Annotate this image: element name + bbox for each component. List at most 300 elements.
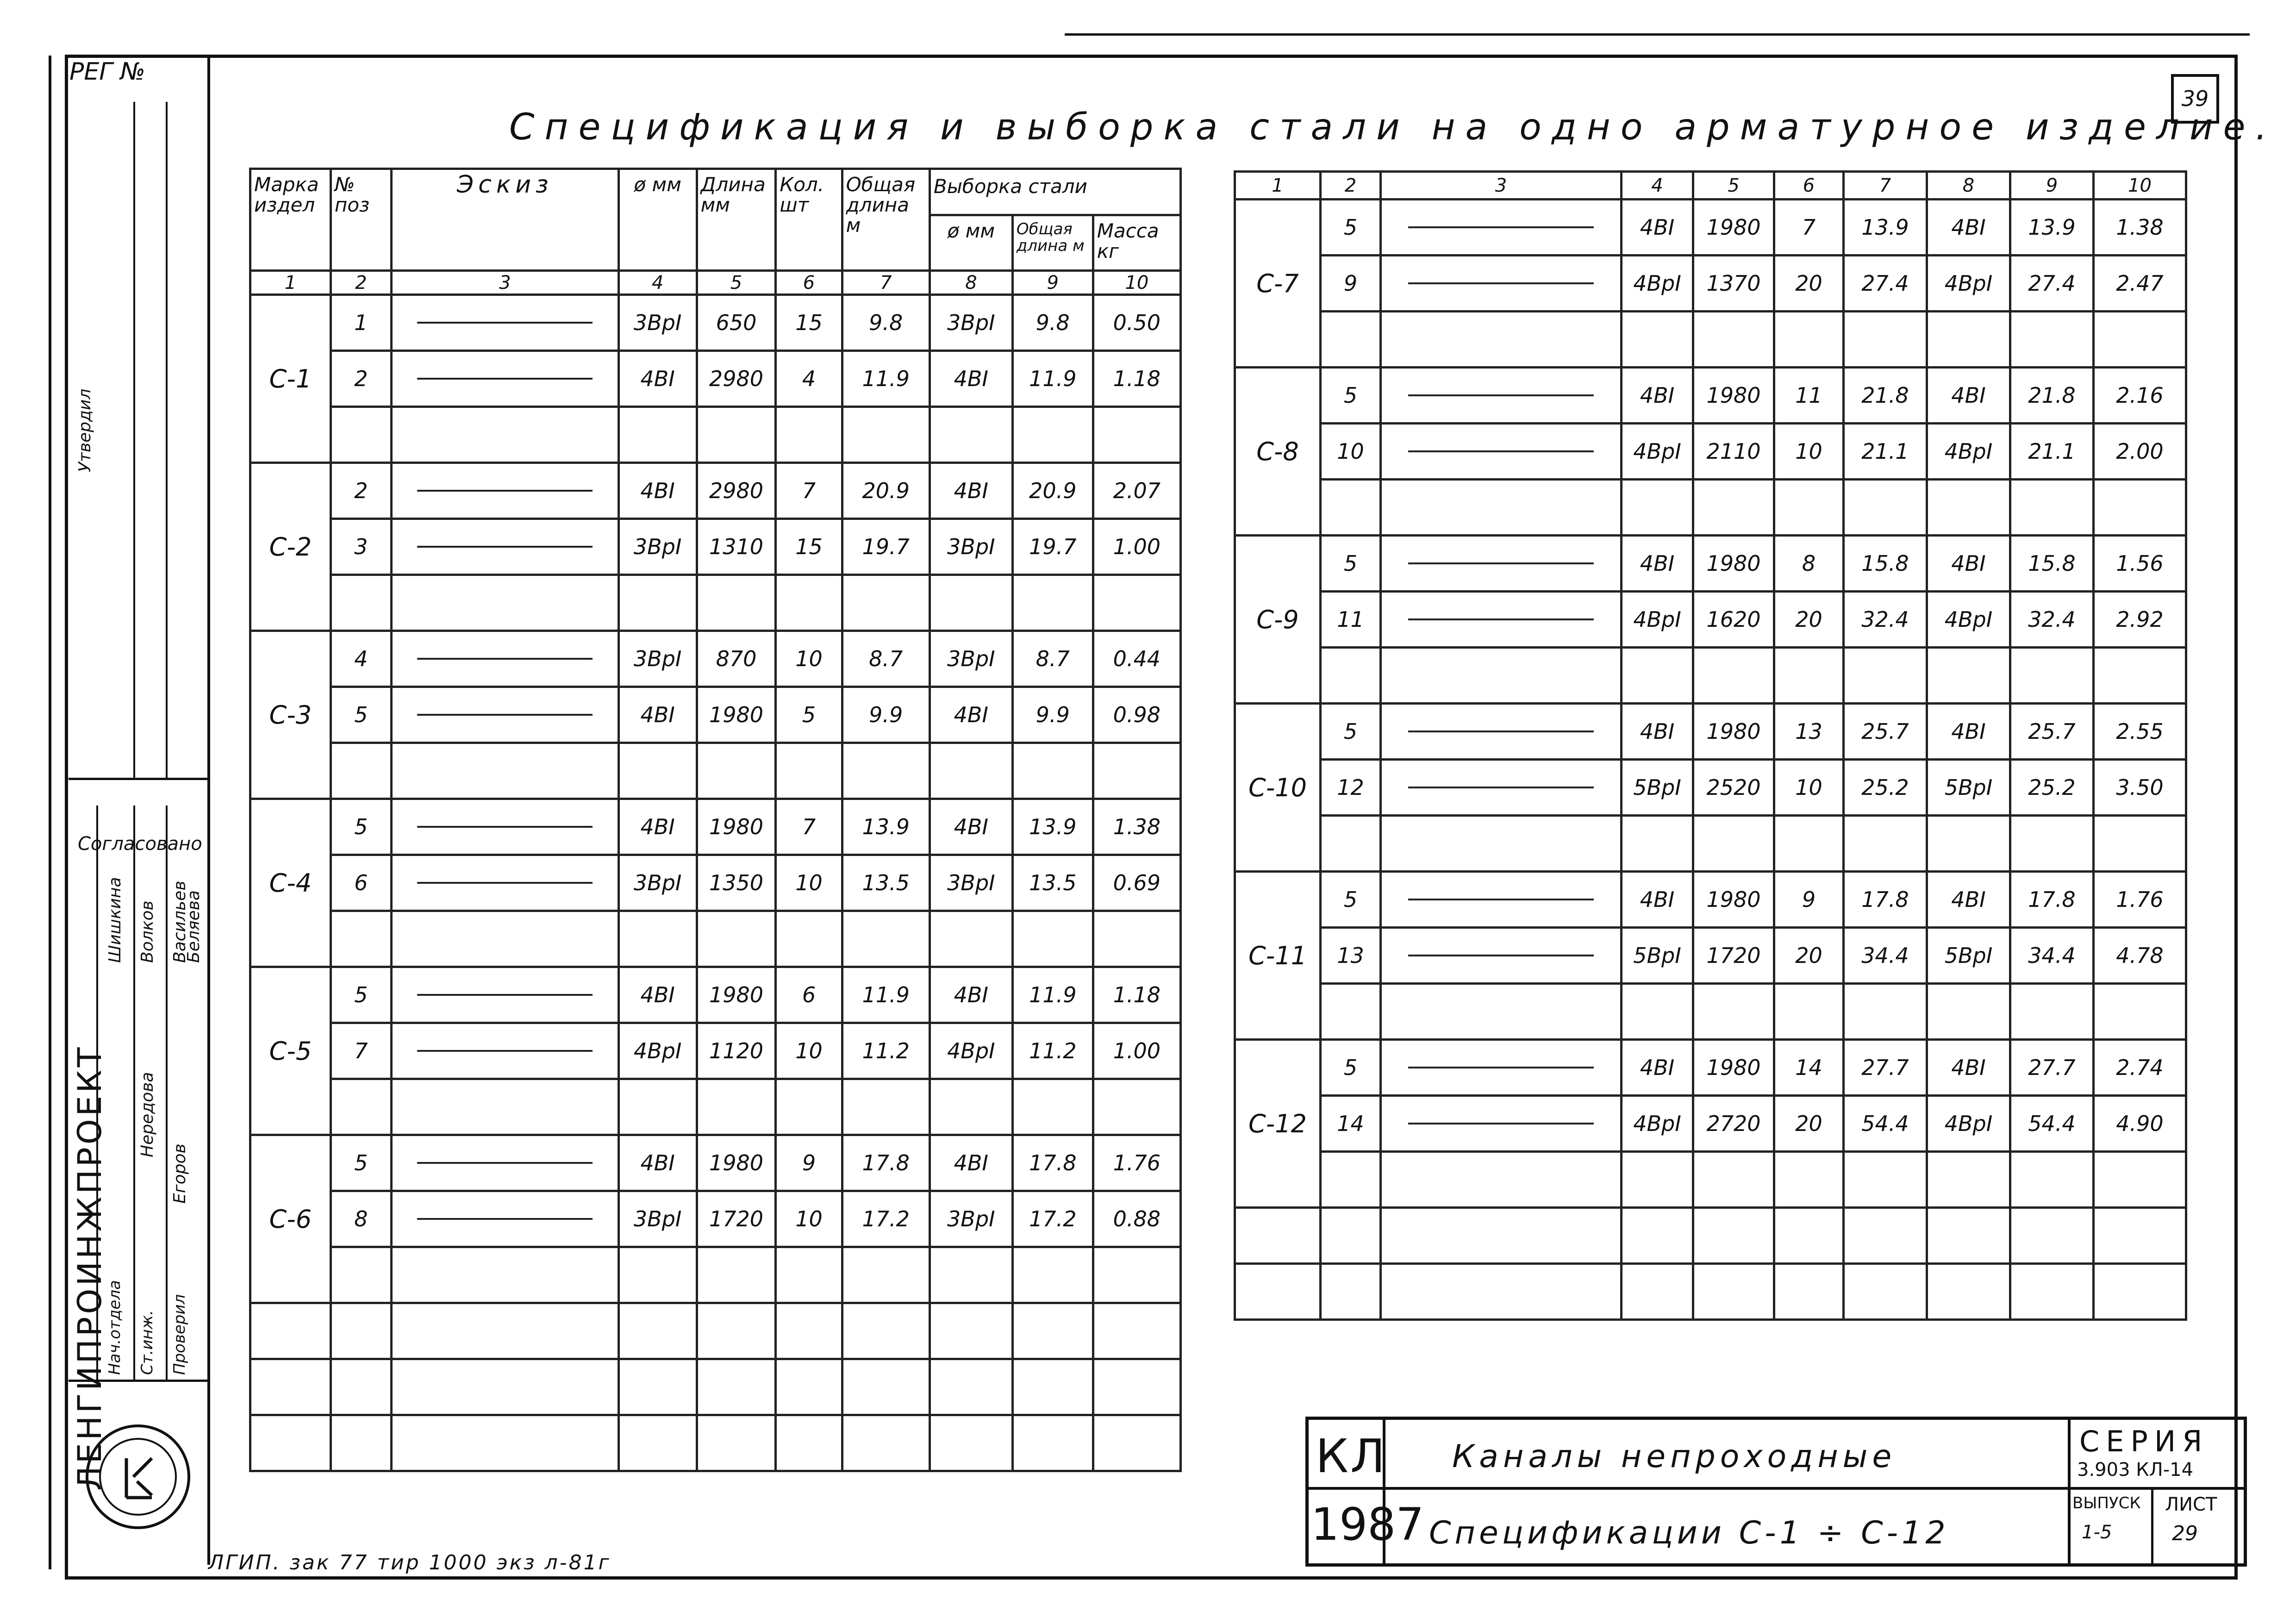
empty-cell — [1927, 816, 2010, 872]
bar-length: 1980 — [697, 967, 776, 1023]
empty-cell — [1622, 1152, 1693, 1208]
empty-cell — [1093, 1359, 1180, 1415]
left-col-number-9: 9 — [1012, 271, 1093, 295]
empty-cell — [1693, 1152, 1774, 1208]
total-length: 17.2 — [842, 1191, 930, 1247]
empty-cell — [331, 1359, 391, 1415]
empty-cell — [776, 407, 842, 463]
approver-note: Утвердил — [75, 388, 94, 472]
table-row — [250, 351, 1181, 407]
bar-diameter: 4ВрI — [1622, 424, 1693, 480]
total-length: 34.4 — [1844, 928, 1927, 984]
spec-table-left — [249, 168, 1182, 1472]
total-length: 27.7 — [1844, 1040, 1927, 1096]
sketch-cell — [391, 351, 618, 407]
sketch-cell — [1381, 1040, 1622, 1096]
bar-length: 1620 — [1693, 592, 1774, 648]
position-number: 5 — [1321, 536, 1381, 592]
mass: 2.16 — [2094, 368, 2186, 424]
empty-cell — [331, 1079, 391, 1135]
bar-length: 2720 — [1693, 1096, 1774, 1152]
bar-length: 1980 — [697, 687, 776, 743]
bar-diameter: 3ВрI — [618, 295, 697, 351]
sketch-cell — [391, 967, 618, 1023]
page-title: Спецификация и выборка стали на одно арматурное изделие. — [509, 106, 2277, 148]
table-row-blank — [1235, 1264, 2186, 1320]
sketch-cell — [391, 1023, 618, 1079]
bar-quantity: 4 — [776, 351, 842, 407]
mass: 1.18 — [1093, 351, 1180, 407]
empty-cell — [1693, 312, 1774, 368]
empty-cell — [1093, 407, 1180, 463]
table-row-blank — [1235, 1152, 2186, 1208]
empty-cell — [391, 1415, 618, 1471]
bar-quantity: 10 — [776, 855, 842, 911]
sheet-value: 29 — [2172, 1522, 2198, 1545]
empty-cell — [776, 911, 842, 967]
table-row-blank — [250, 575, 1181, 631]
right-col-number-9: 9 — [2010, 172, 2094, 200]
item-mark: С-12 — [1235, 1040, 1321, 1208]
empty-cell — [1321, 312, 1381, 368]
table-row — [1235, 1040, 2186, 1096]
empty-cell — [1844, 1208, 1927, 1264]
empty-cell — [697, 1247, 776, 1303]
selection-diameter: 4ВрI — [1927, 256, 2010, 312]
empty-cell — [1622, 1264, 1693, 1320]
empty-cell — [1321, 648, 1381, 704]
table-row — [1235, 536, 2186, 592]
bar-diameter: 4ВI — [1622, 200, 1693, 256]
mass: 1.00 — [1093, 519, 1180, 575]
series-label: СЕРИЯ — [2079, 1424, 2209, 1458]
total-length: 13.9 — [1844, 200, 1927, 256]
empty-cell — [930, 911, 1012, 967]
sketch-cell — [1381, 760, 1622, 816]
table-row — [1235, 200, 2186, 256]
position-number: 5 — [1321, 704, 1381, 760]
empty-cell — [842, 407, 930, 463]
bar-quantity: 11 — [1774, 368, 1844, 424]
bar-quantity: 20 — [1774, 592, 1844, 648]
empty-cell — [776, 1303, 842, 1359]
empty-cell — [697, 1415, 776, 1471]
empty-cell — [2010, 816, 2094, 872]
title-block-name: Каналы непроходные — [1452, 1438, 1897, 1475]
selection-total-length: 17.8 — [2010, 872, 2094, 928]
selection-total-length: 25.2 — [2010, 760, 2094, 816]
bar-quantity: 10 — [776, 1023, 842, 1079]
position-number: 2 — [331, 351, 391, 407]
approval-stamp-column — [69, 56, 210, 1565]
table-row — [250, 799, 1181, 855]
position-number: 3 — [331, 519, 391, 575]
empty-cell — [618, 743, 697, 799]
sketch-line — [1408, 226, 1594, 228]
selection-total-length: 21.1 — [2010, 424, 2094, 480]
empty-cell — [1381, 984, 1622, 1040]
sketch-cell — [391, 799, 618, 855]
sketch-line — [417, 826, 593, 828]
sketch-cell — [391, 1135, 618, 1191]
table-row-blank — [1235, 1208, 2186, 1264]
empty-cell — [1622, 480, 1693, 536]
selection-total-length: 13.5 — [1012, 855, 1093, 911]
position-number: 1 — [331, 295, 391, 351]
empty-cell — [842, 1359, 930, 1415]
empty-cell — [1844, 480, 1927, 536]
header-sketch: Эскиз — [391, 169, 618, 271]
selection-diameter: 4ВI — [1927, 368, 2010, 424]
mass: 1.18 — [1093, 967, 1180, 1023]
selection-diameter: 3ВрI — [930, 1191, 1012, 1247]
empty-cell — [1321, 1264, 1381, 1320]
empty-cell — [1693, 1208, 1774, 1264]
left-col-number-3: 3 — [391, 271, 618, 295]
right-col-number-5: 5 — [1693, 172, 1774, 200]
bar-length: 1980 — [1693, 368, 1774, 424]
empty-cell — [1844, 312, 1927, 368]
empty-cell — [2094, 1208, 2186, 1264]
bar-quantity: 13 — [1774, 704, 1844, 760]
empty-cell — [331, 575, 391, 631]
selection-total-length: 11.9 — [1012, 967, 1093, 1023]
empty-cell — [1844, 984, 1927, 1040]
empty-cell — [930, 743, 1012, 799]
left-col-number-4: 4 — [618, 271, 697, 295]
selection-total-length: 21.8 — [2010, 368, 2094, 424]
selection-diameter: 4ВI — [1927, 536, 2010, 592]
total-length: 25.7 — [1844, 704, 1927, 760]
empty-cell — [1381, 648, 1622, 704]
mass: 1.38 — [1093, 799, 1180, 855]
empty-cell — [930, 1079, 1012, 1135]
empty-cell — [776, 743, 842, 799]
empty-cell — [1622, 984, 1693, 1040]
bar-diameter: 5ВрI — [1622, 928, 1693, 984]
empty-cell — [250, 1303, 331, 1359]
right-col-number-4: 4 — [1622, 172, 1693, 200]
position-number: 5 — [331, 799, 391, 855]
bar-length: 650 — [697, 295, 776, 351]
bar-length: 1310 — [697, 519, 776, 575]
empty-cell — [1693, 1264, 1774, 1320]
empty-cell — [1774, 1152, 1844, 1208]
header-selection: Выборка стали — [930, 169, 1180, 215]
empty-cell — [1321, 816, 1381, 872]
selection-total-length: 27.7 — [2010, 1040, 2094, 1096]
sketch-line — [417, 546, 593, 548]
position-number: 5 — [331, 967, 391, 1023]
selection-diameter: 4ВI — [930, 1135, 1012, 1191]
bar-quantity: 20 — [1774, 1096, 1844, 1152]
selection-diameter: 4ВI — [1927, 872, 2010, 928]
mass: 4.90 — [2094, 1096, 2186, 1152]
selection-total-length: 32.4 — [2010, 592, 2094, 648]
bar-quantity: 7 — [776, 463, 842, 519]
selection-diameter: 4ВI — [930, 687, 1012, 743]
item-mark: С-11 — [1235, 872, 1321, 1040]
bar-quantity: 20 — [1774, 928, 1844, 984]
series-value: 3.903 КЛ-14 — [2077, 1459, 2194, 1480]
empty-cell — [2094, 816, 2186, 872]
selection-diameter: 4ВI — [930, 351, 1012, 407]
bar-diameter: 4ВI — [1622, 872, 1693, 928]
mass: 0.98 — [1093, 687, 1180, 743]
empty-cell — [618, 1247, 697, 1303]
sketch-line — [1408, 394, 1594, 396]
mass: 2.47 — [2094, 256, 2186, 312]
empty-cell — [1093, 1303, 1180, 1359]
stamp-name-4: Волков — [138, 900, 157, 963]
sketch-line — [417, 490, 593, 492]
item-mark: С-4 — [250, 799, 331, 967]
table-row — [250, 855, 1181, 911]
table-row — [1235, 1096, 2186, 1152]
bar-quantity: 10 — [1774, 760, 1844, 816]
header-dia: ø мм — [618, 169, 697, 271]
bar-length: 1120 — [697, 1023, 776, 1079]
table-row-blank — [250, 1359, 1181, 1415]
empty-cell — [1321, 480, 1381, 536]
empty-cell — [1012, 575, 1093, 631]
empty-cell — [618, 911, 697, 967]
bar-quantity: 10 — [776, 631, 842, 687]
bar-quantity: 14 — [1774, 1040, 1844, 1096]
sketch-line — [417, 994, 593, 996]
empty-cell — [1381, 1152, 1622, 1208]
selection-total-length: 9.9 — [1012, 687, 1093, 743]
sketch-cell — [1381, 928, 1622, 984]
organization-seal-icon — [82, 1421, 193, 1532]
right-col-number-6: 6 — [1774, 172, 1844, 200]
table-row — [250, 463, 1181, 519]
bar-quantity: 10 — [776, 1191, 842, 1247]
mass: 0.88 — [1093, 1191, 1180, 1247]
header-sel-total: Общая длина м — [1012, 215, 1093, 271]
stamp-role-3: Проверил — [170, 1294, 189, 1375]
empty-cell — [1012, 1303, 1093, 1359]
bar-length: 1980 — [1693, 872, 1774, 928]
header-mark: Марка издел — [250, 169, 331, 271]
empty-cell — [842, 1415, 930, 1471]
bar-diameter: 4ВрI — [618, 1023, 697, 1079]
empty-cell — [776, 575, 842, 631]
bar-length: 1980 — [1693, 1040, 1774, 1096]
empty-cell — [697, 743, 776, 799]
issue-value: 1-5 — [2082, 1522, 2112, 1543]
table-row-blank — [250, 407, 1181, 463]
selection-diameter: 3ВрI — [930, 631, 1012, 687]
item-mark: С-3 — [250, 631, 331, 799]
empty-cell — [1622, 1208, 1693, 1264]
position-number: 4 — [331, 631, 391, 687]
bar-diameter: 4ВI — [1622, 536, 1693, 592]
total-length: 11.9 — [842, 351, 930, 407]
bar-diameter: 4ВI — [618, 687, 697, 743]
sketch-cell — [391, 295, 618, 351]
position-number: 5 — [1321, 1040, 1381, 1096]
sketch-line — [1408, 450, 1594, 452]
header-mass: Масса кг — [1093, 215, 1180, 271]
empty-cell — [618, 1359, 697, 1415]
table-row — [1235, 368, 2186, 424]
bar-length: 1720 — [697, 1191, 776, 1247]
empty-cell — [331, 743, 391, 799]
empty-cell — [1235, 1208, 1321, 1264]
empty-cell — [1381, 1208, 1622, 1264]
empty-cell — [1012, 911, 1093, 967]
empty-cell — [2010, 480, 2094, 536]
empty-cell — [1012, 1079, 1093, 1135]
sketch-cell — [391, 1191, 618, 1247]
selection-diameter: 3ВрI — [930, 295, 1012, 351]
empty-cell — [391, 1079, 618, 1135]
selection-diameter: 4ВрI — [1927, 592, 2010, 648]
table-row-blank — [1235, 480, 2186, 536]
mass: 1.56 — [2094, 536, 2186, 592]
left-col-number-6: 6 — [776, 271, 842, 295]
item-mark: С-9 — [1235, 536, 1321, 704]
empty-cell — [1012, 1415, 1093, 1471]
bar-diameter: 3ВрI — [618, 631, 697, 687]
empty-cell — [930, 1359, 1012, 1415]
sketch-line — [417, 378, 593, 380]
empty-cell — [1012, 743, 1093, 799]
empty-cell — [1622, 648, 1693, 704]
empty-cell — [618, 1303, 697, 1359]
mass: 2.55 — [2094, 704, 2186, 760]
header-pos: № поз — [331, 169, 391, 271]
total-length: 54.4 — [1844, 1096, 1927, 1152]
position-number: 5 — [1321, 872, 1381, 928]
mass: 0.44 — [1093, 631, 1180, 687]
empty-cell — [1321, 1152, 1381, 1208]
table-row — [1235, 256, 2186, 312]
mass: 2.00 — [2094, 424, 2186, 480]
table-row — [250, 967, 1181, 1023]
selection-total-length: 9.8 — [1012, 295, 1093, 351]
bar-length: 1350 — [697, 855, 776, 911]
item-mark: С-7 — [1235, 200, 1321, 368]
mass: 4.78 — [2094, 928, 2186, 984]
mass: 3.50 — [2094, 760, 2186, 816]
table-row — [1235, 928, 2186, 984]
bar-length: 1980 — [697, 1135, 776, 1191]
empty-cell — [1693, 984, 1774, 1040]
header-qty: Кол. шт — [776, 169, 842, 271]
table-row-blank — [250, 911, 1181, 967]
sketch-line — [1408, 955, 1594, 956]
empty-cell — [2010, 648, 2094, 704]
empty-cell — [842, 575, 930, 631]
header-sel-dia: ø мм — [930, 215, 1012, 271]
table-row-blank — [1235, 816, 2186, 872]
sketch-line — [1408, 618, 1594, 620]
total-length: 15.8 — [1844, 536, 1927, 592]
empty-cell — [1321, 984, 1381, 1040]
empty-cell — [618, 575, 697, 631]
title-block-subtitle: Спецификации С-1 ÷ С-12 — [1429, 1515, 1949, 1551]
sketch-line — [1408, 282, 1594, 284]
sheet-badge: 39 — [2171, 74, 2219, 124]
total-length: 21.8 — [1844, 368, 1927, 424]
bar-diameter: 4ВрI — [1622, 256, 1693, 312]
empty-cell — [2094, 1152, 2186, 1208]
empty-cell — [1844, 1264, 1927, 1320]
mass: 1.76 — [2094, 872, 2186, 928]
issue-label: ВЫПУСК — [2072, 1494, 2141, 1512]
selection-total-length: 13.9 — [2010, 200, 2094, 256]
selection-diameter: 4ВI — [1927, 1040, 2010, 1096]
sketch-cell — [1381, 424, 1622, 480]
header-total-length: Общая длина м — [842, 169, 930, 271]
empty-cell — [391, 407, 618, 463]
bar-length: 1720 — [1693, 928, 1774, 984]
bar-length: 1980 — [697, 799, 776, 855]
selection-diameter: 4ВI — [930, 799, 1012, 855]
mass: 2.07 — [1093, 463, 1180, 519]
total-length: 13.9 — [842, 799, 930, 855]
right-col-number-8: 8 — [1927, 172, 2010, 200]
bar-quantity: 7 — [776, 799, 842, 855]
sketch-line — [1408, 1123, 1594, 1124]
empty-cell — [1927, 1152, 2010, 1208]
table-row — [250, 1135, 1181, 1191]
item-mark: С-10 — [1235, 704, 1321, 872]
empty-cell — [1774, 312, 1844, 368]
selection-total-length: 25.7 — [2010, 704, 2094, 760]
table-row — [250, 1191, 1181, 1247]
position-number: 5 — [331, 1135, 391, 1191]
item-mark: С-5 — [250, 967, 331, 1135]
empty-cell — [2010, 1152, 2094, 1208]
empty-cell — [1927, 480, 2010, 536]
empty-cell — [1693, 480, 1774, 536]
empty-cell — [930, 575, 1012, 631]
empty-cell — [2010, 1264, 2094, 1320]
empty-cell — [842, 911, 930, 967]
mass: 1.38 — [2094, 200, 2186, 256]
selection-total-length: 54.4 — [2010, 1096, 2094, 1152]
selection-diameter: 4ВI — [1927, 704, 2010, 760]
approved-label: Согласовано — [78, 833, 202, 855]
empty-cell — [331, 1415, 391, 1471]
empty-cell — [1693, 648, 1774, 704]
mass: 1.00 — [1093, 1023, 1180, 1079]
bar-quantity: 15 — [776, 519, 842, 575]
item-mark: С-6 — [250, 1135, 331, 1303]
empty-cell — [331, 1303, 391, 1359]
bar-length: 2110 — [1693, 424, 1774, 480]
left-col-number-5: 5 — [697, 271, 776, 295]
table-row-blank — [250, 1247, 1181, 1303]
selection-total-length: 27.4 — [2010, 256, 2094, 312]
position-number: 14 — [1321, 1096, 1381, 1152]
sketch-line — [1408, 562, 1594, 564]
empty-cell — [1012, 407, 1093, 463]
selection-total-length: 34.4 — [2010, 928, 2094, 984]
item-mark: С-8 — [1235, 368, 1321, 536]
selection-total-length: 8.7 — [1012, 631, 1093, 687]
selection-diameter: 5ВрI — [1927, 760, 2010, 816]
bar-quantity: 6 — [776, 967, 842, 1023]
selection-total-length: 13.9 — [1012, 799, 1093, 855]
empty-cell — [391, 1303, 618, 1359]
right-col-number-10: 10 — [2094, 172, 2186, 200]
total-length: 11.9 — [842, 967, 930, 1023]
empty-cell — [391, 1247, 618, 1303]
